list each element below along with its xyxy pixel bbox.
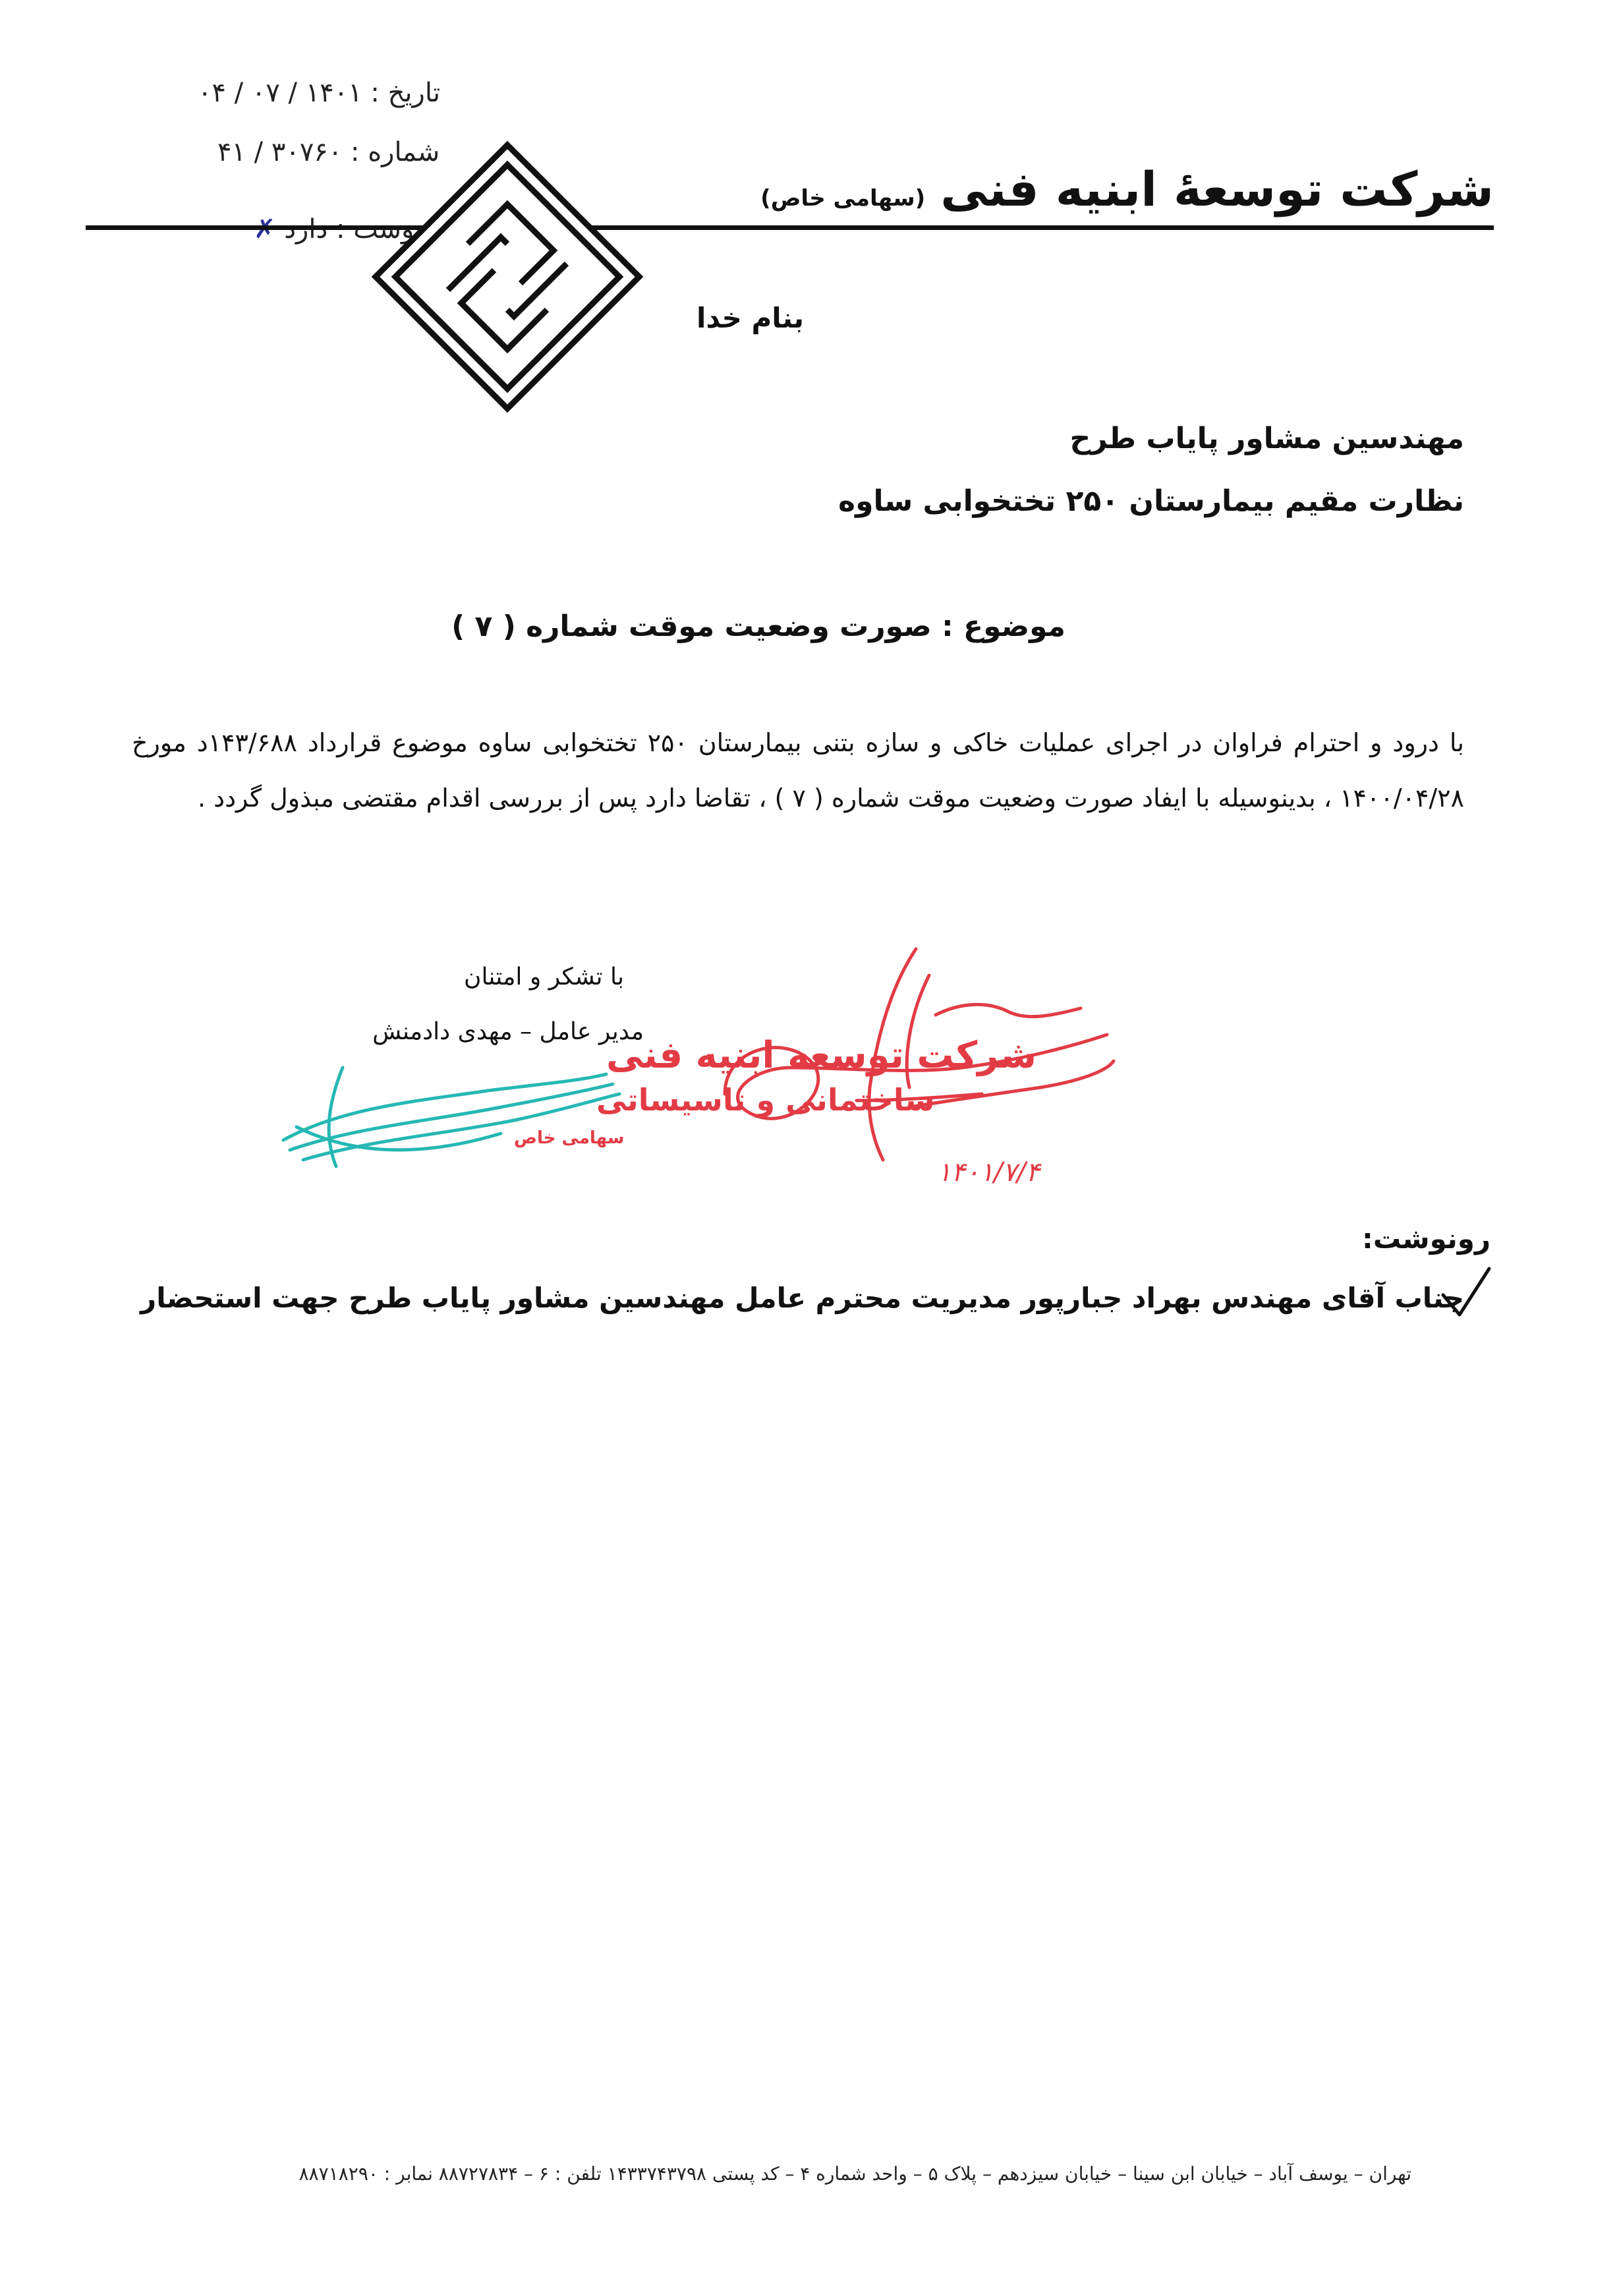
stamp-line-3: سهامی خاص	[514, 1128, 625, 1148]
footer-address: تهران – یوسف آباد – خیابان ابن سینا – خیابان سیزدهم – پلاک ۵ – واحد شماره ۴ – کد پستی ۱۴۳۳۷۴۳۷۹۸ تلفن : ۶ – ۸۸۷۲۷۸۳۴ نمابر : ۸۸۷۱۸۲۹۰	[298, 2163, 1411, 2185]
closing: با تشکر و امتنان	[464, 963, 624, 990]
stamp-line-1: شرکت توسعه ابنیه فنی	[606, 1034, 1037, 1077]
bismillah: بنام خدا	[696, 302, 804, 334]
company-name: شرکت توسعۀ ابنیه فنی	[940, 161, 1494, 217]
stamp-line-2: ساختمانی و تاسیساتی	[596, 1082, 935, 1118]
recipient-line-1: مهندسین مشاور پایاب طرح	[1069, 422, 1464, 455]
handwritten-date: ۱۴۰۱/۷/۴	[937, 1157, 1040, 1188]
red-signature	[712, 936, 1120, 1186]
signer: مدیر عامل – مهدی دادمنش	[372, 1018, 644, 1045]
company-type: (سهامی خاص)	[760, 185, 926, 212]
recipient-line-2: نظارت مقیم بیمارستان ۲۵۰ تختخوابی ساوه	[838, 484, 1464, 518]
teal-signature	[283, 1068, 619, 1166]
cc-title: رونوشت:	[1362, 1222, 1491, 1255]
company-logo-icon	[369, 138, 646, 415]
number-line: شماره : ۳۰۷۶۰ / ۴۱	[217, 137, 440, 167]
header-rule	[86, 225, 1494, 230]
subject: موضوع : صورت وضعیت موقت شماره ( ۷ )	[451, 610, 1065, 643]
letter-body: با درود و احترام فراوان در اجرای عملیات خاکی و سازه بتنی بیمارستان ۲۵۰ تختخوابی ساوه موضوع قرارداد ۱۴۳/۶۸۸د مورخ ۱۴۰۰/۰۴/۲۸ ، بدینوسیله با ایفاد صورت وضعیت موقت شماره ( ۷ ) ، تقاضا دارد پس از بررسی اقدام مقتضی مبذول گردد .	[132, 728, 1464, 813]
letterhead	[760, 161, 1494, 217]
date-line: تاریخ : ۱۴۰۱ / ۰۷ / ۰۴	[198, 78, 441, 108]
cc-line: جناب آقای مهندس بهراد جبارپور مدیریت محترم عامل مهندسین مشاور پایاب طرح جهت استحضار	[140, 1282, 1464, 1314]
